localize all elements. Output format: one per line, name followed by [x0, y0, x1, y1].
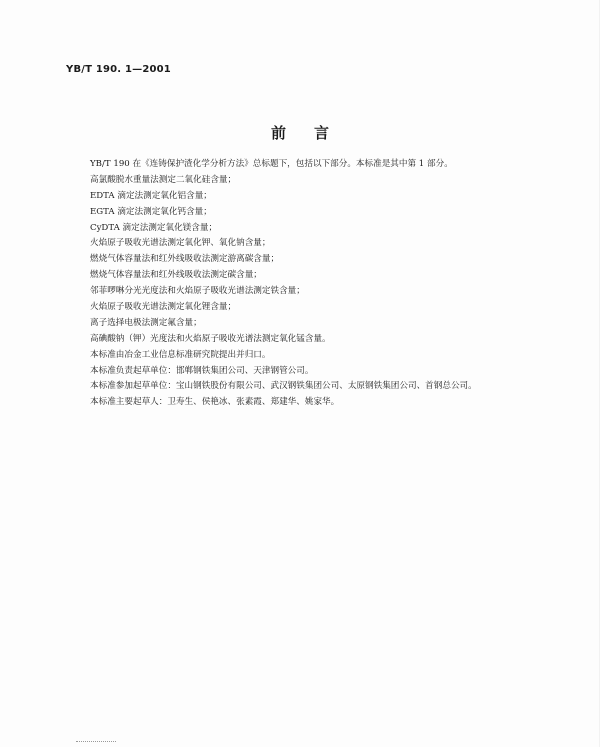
- preface-line: EDTA 滴定法测定氧化铝含量；: [90, 190, 212, 201]
- preface-body: [90, 157, 560, 411]
- document-code: YB/T 190. 1—2001: [66, 64, 171, 75]
- preface-line: YB/T 190 在《连铸保护渣化学分析方法》总标题下，包括以下部分。本标准是其中第 1 部分。: [90, 159, 453, 169]
- preface-line: 燃烧气体容量法和红外线吸收法测定游离碳含量；: [90, 254, 280, 265]
- preface-line: CyDTA 滴定法测定氧化镁含量；: [90, 222, 218, 233]
- preface-line: EGTA 滴定法测定氧化钙含量；: [90, 206, 212, 217]
- preface-line: 本标准由冶金工业信息标准研究院提出并归口。: [90, 349, 271, 360]
- preface-line: 本标准负责起草单位：邯郸钢铁集团公司、天津钢管公司。: [90, 365, 314, 376]
- preface-line: 邻菲啰啉分光光度法和火焰原子吸收光谱法测定铁含量；: [90, 286, 305, 297]
- preface-line: 离子选择电极法测定氟含量；: [90, 317, 202, 328]
- preface-line: 本标准主要起草人：卫寿生、侯艳冰、张素霞、郑建华、姚家华。: [90, 397, 340, 408]
- preface-line: 燃烧气体容量法和红外线吸收法测定碳含量；: [90, 270, 262, 281]
- preface-line: 高碘酸钠（钾）光度法和火焰原子吸收光谱法测定氧化锰含量。: [90, 333, 331, 344]
- preface-line: 本标准参加起草单位：宝山钢铁股份有限公司、武汉钢铁集团公司、太原钢铁集团公司、首钢总公司。: [90, 381, 477, 392]
- section-title: 前言: [270, 124, 357, 142]
- preface-line: 高氯酸脱水重量法测定二氧化硅含量；: [90, 174, 237, 185]
- preface-line: 火焰原子吸收光谱法测定氧化钾、氧化钠含量；: [90, 238, 271, 249]
- scan-artifact: [76, 741, 116, 746]
- preface-line: 火焰原子吸收光谱法测定氧化锂含量；: [90, 302, 237, 313]
